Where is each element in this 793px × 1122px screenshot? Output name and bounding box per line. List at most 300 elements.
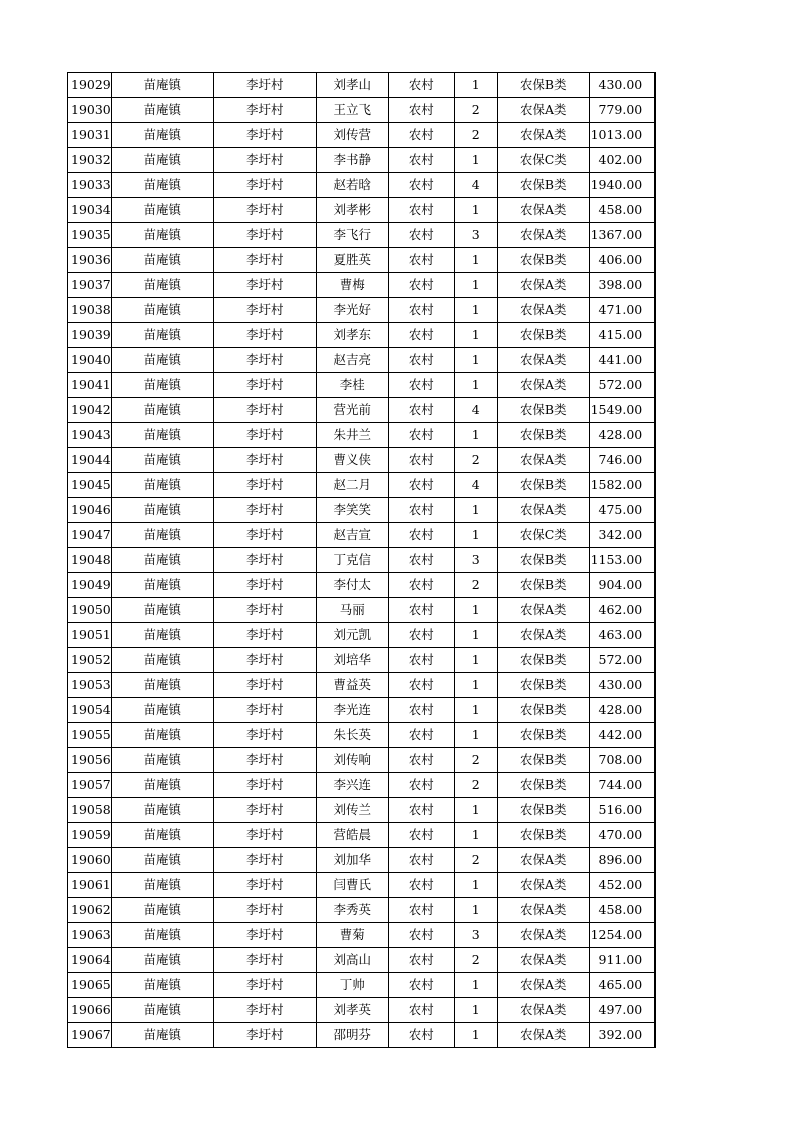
household-count-cell: 1 — [454, 148, 497, 173]
town-cell: 苗庵镇 — [111, 323, 213, 348]
area-type-cell: 农村 — [388, 748, 454, 773]
insurance-category-cell: 农保B类 — [497, 548, 589, 573]
insurance-category-cell: 农保C类 — [497, 148, 589, 173]
name-cell: 曹义侠 — [316, 448, 388, 473]
name-cell: 曹益英 — [316, 673, 388, 698]
insurance-category-cell: 农保B类 — [497, 473, 589, 498]
records-table — [67, 72, 656, 1048]
village-cell: 李圩村 — [213, 823, 316, 848]
village-cell: 李圩村 — [213, 273, 316, 298]
area-type-cell: 农村 — [388, 848, 454, 873]
name-cell: 李笑笑 — [316, 498, 388, 523]
area-type-cell: 农村 — [388, 348, 454, 373]
area-type-cell: 农村 — [388, 873, 454, 898]
amount-cell: 516.00 — [589, 798, 655, 823]
name-cell: 刘培华 — [316, 648, 388, 673]
area-type-cell: 农村 — [388, 98, 454, 123]
record-id-cell: 19066 — [68, 998, 112, 1023]
table-row — [68, 148, 656, 173]
household-count-cell: 1 — [454, 673, 497, 698]
village-cell: 李圩村 — [213, 923, 316, 948]
town-cell: 苗庵镇 — [111, 523, 213, 548]
amount-cell: 415.00 — [589, 323, 655, 348]
amount-cell: 497.00 — [589, 998, 655, 1023]
town-cell: 苗庵镇 — [111, 223, 213, 248]
amount-cell: 1013.00 — [589, 123, 655, 148]
village-cell: 李圩村 — [213, 698, 316, 723]
name-cell: 朱长英 — [316, 723, 388, 748]
name-cell: 营光前 — [316, 398, 388, 423]
area-type-cell: 农村 — [388, 273, 454, 298]
household-count-cell: 1 — [454, 1023, 497, 1048]
village-cell: 李圩村 — [213, 723, 316, 748]
area-type-cell: 农村 — [388, 823, 454, 848]
village-cell: 李圩村 — [213, 323, 316, 348]
table-row — [68, 923, 656, 948]
household-count-cell: 1 — [454, 323, 497, 348]
name-cell: 王立飞 — [316, 98, 388, 123]
insurance-category-cell: 农保B类 — [497, 823, 589, 848]
amount-cell: 430.00 — [589, 73, 655, 98]
table-row — [68, 348, 656, 373]
table-row — [68, 73, 656, 98]
name-cell: 李付太 — [316, 573, 388, 598]
record-id-cell: 19063 — [68, 923, 112, 948]
household-count-cell: 1 — [454, 198, 497, 223]
amount-cell: 896.00 — [589, 848, 655, 873]
record-id-cell: 19057 — [68, 773, 112, 798]
town-cell: 苗庵镇 — [111, 923, 213, 948]
town-cell: 苗庵镇 — [111, 198, 213, 223]
table-row — [68, 398, 656, 423]
name-cell: 刘加华 — [316, 848, 388, 873]
amount-cell: 744.00 — [589, 773, 655, 798]
area-type-cell: 农村 — [388, 73, 454, 98]
household-count-cell: 1 — [454, 623, 497, 648]
name-cell: 李桂 — [316, 373, 388, 398]
insurance-category-cell: 农保A类 — [497, 998, 589, 1023]
table-row — [68, 948, 656, 973]
record-id-cell: 19037 — [68, 273, 112, 298]
name-cell: 刘元凯 — [316, 623, 388, 648]
town-cell: 苗庵镇 — [111, 948, 213, 973]
table-row — [68, 698, 656, 723]
record-id-cell: 19029 — [68, 73, 112, 98]
village-cell: 李圩村 — [213, 1023, 316, 1048]
household-count-cell: 4 — [454, 173, 497, 198]
name-cell: 李光好 — [316, 298, 388, 323]
name-cell: 赵二月 — [316, 473, 388, 498]
town-cell: 苗庵镇 — [111, 798, 213, 823]
household-count-cell: 1 — [454, 998, 497, 1023]
amount-cell: 458.00 — [589, 898, 655, 923]
village-cell: 李圩村 — [213, 348, 316, 373]
household-count-cell: 1 — [454, 523, 497, 548]
name-cell: 营皓晨 — [316, 823, 388, 848]
area-type-cell: 农村 — [388, 698, 454, 723]
table-row — [68, 848, 656, 873]
household-count-cell: 2 — [454, 98, 497, 123]
record-id-cell: 19060 — [68, 848, 112, 873]
area-type-cell: 农村 — [388, 973, 454, 998]
village-cell: 李圩村 — [213, 73, 316, 98]
household-count-cell: 3 — [454, 548, 497, 573]
village-cell: 李圩村 — [213, 848, 316, 873]
record-id-cell: 19036 — [68, 248, 112, 273]
record-id-cell: 19067 — [68, 1023, 112, 1048]
area-type-cell: 农村 — [388, 223, 454, 248]
record-id-cell: 19056 — [68, 748, 112, 773]
record-id-cell: 19049 — [68, 573, 112, 598]
name-cell: 丁克信 — [316, 548, 388, 573]
village-cell: 李圩村 — [213, 623, 316, 648]
amount-cell: 398.00 — [589, 273, 655, 298]
town-cell: 苗庵镇 — [111, 873, 213, 898]
village-cell: 李圩村 — [213, 573, 316, 598]
town-cell: 苗庵镇 — [111, 1023, 213, 1048]
household-count-cell: 2 — [454, 773, 497, 798]
record-id-cell: 19033 — [68, 173, 112, 198]
village-cell: 李圩村 — [213, 498, 316, 523]
table-row — [68, 373, 656, 398]
records-table-body — [68, 73, 656, 1048]
area-type-cell: 农村 — [388, 623, 454, 648]
insurance-category-cell: 农保A类 — [497, 1023, 589, 1048]
area-type-cell: 农村 — [388, 648, 454, 673]
area-type-cell: 农村 — [388, 898, 454, 923]
village-cell: 李圩村 — [213, 473, 316, 498]
town-cell: 苗庵镇 — [111, 998, 213, 1023]
table-row — [68, 123, 656, 148]
insurance-category-cell: 农保A类 — [497, 948, 589, 973]
town-cell: 苗庵镇 — [111, 73, 213, 98]
amount-cell: 1549.00 — [589, 398, 655, 423]
insurance-category-cell: 农保B类 — [497, 573, 589, 598]
village-cell: 李圩村 — [213, 148, 316, 173]
table-row — [68, 248, 656, 273]
household-count-cell: 1 — [454, 898, 497, 923]
name-cell: 曹菊 — [316, 923, 388, 948]
record-id-cell: 19034 — [68, 198, 112, 223]
area-type-cell: 农村 — [388, 548, 454, 573]
village-cell: 李圩村 — [213, 448, 316, 473]
village-cell: 李圩村 — [213, 673, 316, 698]
household-count-cell: 1 — [454, 248, 497, 273]
village-cell: 李圩村 — [213, 173, 316, 198]
town-cell: 苗庵镇 — [111, 748, 213, 773]
town-cell: 苗庵镇 — [111, 598, 213, 623]
insurance-category-cell: 农保A类 — [497, 273, 589, 298]
record-id-cell: 19044 — [68, 448, 112, 473]
amount-cell: 911.00 — [589, 948, 655, 973]
village-cell: 李圩村 — [213, 98, 316, 123]
record-id-cell: 19058 — [68, 798, 112, 823]
area-type-cell: 农村 — [388, 598, 454, 623]
record-id-cell: 19040 — [68, 348, 112, 373]
town-cell: 苗庵镇 — [111, 423, 213, 448]
amount-cell: 1940.00 — [589, 173, 655, 198]
village-cell: 李圩村 — [213, 973, 316, 998]
town-cell: 苗庵镇 — [111, 273, 213, 298]
household-count-cell: 1 — [454, 648, 497, 673]
area-type-cell: 农村 — [388, 1023, 454, 1048]
table-row — [68, 823, 656, 848]
area-type-cell: 农村 — [388, 248, 454, 273]
record-id-cell: 19031 — [68, 123, 112, 148]
household-count-cell: 1 — [454, 598, 497, 623]
table-row — [68, 173, 656, 198]
record-id-cell: 19030 — [68, 98, 112, 123]
area-type-cell: 农村 — [388, 498, 454, 523]
record-id-cell: 19042 — [68, 398, 112, 423]
table-row — [68, 198, 656, 223]
village-cell: 李圩村 — [213, 548, 316, 573]
town-cell: 苗庵镇 — [111, 823, 213, 848]
insurance-category-cell: 农保A类 — [497, 348, 589, 373]
amount-cell: 471.00 — [589, 298, 655, 323]
insurance-category-cell: 农保A类 — [497, 498, 589, 523]
village-cell: 李圩村 — [213, 748, 316, 773]
insurance-category-cell: 农保A类 — [497, 923, 589, 948]
town-cell: 苗庵镇 — [111, 173, 213, 198]
table-row — [68, 298, 656, 323]
record-id-cell: 19038 — [68, 298, 112, 323]
name-cell: 丁帅 — [316, 973, 388, 998]
insurance-category-cell: 农保B类 — [497, 773, 589, 798]
name-cell: 李书静 — [316, 148, 388, 173]
area-type-cell: 农村 — [388, 998, 454, 1023]
household-count-cell: 2 — [454, 448, 497, 473]
town-cell: 苗庵镇 — [111, 573, 213, 598]
name-cell: 刘传兰 — [316, 798, 388, 823]
insurance-category-cell: 农保B类 — [497, 723, 589, 748]
name-cell: 夏胜英 — [316, 248, 388, 273]
town-cell: 苗庵镇 — [111, 623, 213, 648]
name-cell: 朱井兰 — [316, 423, 388, 448]
name-cell: 曹梅 — [316, 273, 388, 298]
name-cell: 李飞行 — [316, 223, 388, 248]
area-type-cell: 农村 — [388, 398, 454, 423]
town-cell: 苗庵镇 — [111, 298, 213, 323]
village-cell: 李圩村 — [213, 898, 316, 923]
household-count-cell: 2 — [454, 573, 497, 598]
town-cell: 苗庵镇 — [111, 98, 213, 123]
name-cell: 邵明芬 — [316, 1023, 388, 1048]
table-row — [68, 723, 656, 748]
area-type-cell: 农村 — [388, 198, 454, 223]
area-type-cell: 农村 — [388, 798, 454, 823]
insurance-category-cell: 农保B类 — [497, 748, 589, 773]
table-row — [68, 98, 656, 123]
village-cell: 李圩村 — [213, 223, 316, 248]
table-row — [68, 573, 656, 598]
insurance-category-cell: 农保B类 — [497, 423, 589, 448]
name-cell: 刘高山 — [316, 948, 388, 973]
insurance-category-cell: 农保A类 — [497, 873, 589, 898]
household-count-cell: 1 — [454, 298, 497, 323]
town-cell: 苗庵镇 — [111, 898, 213, 923]
town-cell: 苗庵镇 — [111, 973, 213, 998]
insurance-category-cell: 农保A类 — [497, 898, 589, 923]
name-cell: 刘传营 — [316, 123, 388, 148]
table-row — [68, 473, 656, 498]
record-id-cell: 19055 — [68, 723, 112, 748]
amount-cell: 428.00 — [589, 698, 655, 723]
insurance-category-cell: 农保B类 — [497, 698, 589, 723]
amount-cell: 1254.00 — [589, 923, 655, 948]
area-type-cell: 农村 — [388, 173, 454, 198]
table-row — [68, 798, 656, 823]
record-id-cell: 19048 — [68, 548, 112, 573]
household-count-cell: 1 — [454, 698, 497, 723]
record-id-cell: 19035 — [68, 223, 112, 248]
table-row — [68, 1023, 656, 1048]
name-cell: 刘孝山 — [316, 73, 388, 98]
name-cell: 刘孝英 — [316, 998, 388, 1023]
table-row — [68, 523, 656, 548]
insurance-category-cell: 农保A类 — [497, 123, 589, 148]
insurance-category-cell: 农保B类 — [497, 73, 589, 98]
amount-cell: 475.00 — [589, 498, 655, 523]
name-cell: 李光连 — [316, 698, 388, 723]
household-count-cell: 1 — [454, 348, 497, 373]
table-row — [68, 498, 656, 523]
table-row — [68, 423, 656, 448]
table-row — [68, 873, 656, 898]
amount-cell: 904.00 — [589, 573, 655, 598]
town-cell: 苗庵镇 — [111, 773, 213, 798]
amount-cell: 1153.00 — [589, 548, 655, 573]
town-cell: 苗庵镇 — [111, 398, 213, 423]
insurance-category-cell: 农保B类 — [497, 173, 589, 198]
area-type-cell: 农村 — [388, 373, 454, 398]
record-id-cell: 19047 — [68, 523, 112, 548]
amount-cell: 441.00 — [589, 348, 655, 373]
name-cell: 李秀英 — [316, 898, 388, 923]
name-cell: 赵若晗 — [316, 173, 388, 198]
table-row — [68, 223, 656, 248]
area-type-cell: 农村 — [388, 323, 454, 348]
insurance-category-cell: 农保A类 — [497, 448, 589, 473]
town-cell: 苗庵镇 — [111, 673, 213, 698]
town-cell: 苗庵镇 — [111, 848, 213, 873]
village-cell: 李圩村 — [213, 948, 316, 973]
record-id-cell: 19043 — [68, 423, 112, 448]
insurance-category-cell: 农保B类 — [497, 248, 589, 273]
town-cell: 苗庵镇 — [111, 123, 213, 148]
area-type-cell: 农村 — [388, 123, 454, 148]
area-type-cell: 农村 — [388, 923, 454, 948]
amount-cell: 572.00 — [589, 648, 655, 673]
village-cell: 李圩村 — [213, 523, 316, 548]
record-id-cell: 19032 — [68, 148, 112, 173]
amount-cell: 428.00 — [589, 423, 655, 448]
household-count-cell: 4 — [454, 473, 497, 498]
table-row — [68, 673, 656, 698]
insurance-category-cell: 农保B类 — [497, 648, 589, 673]
insurance-category-cell: 农保B类 — [497, 673, 589, 698]
record-id-cell: 19050 — [68, 598, 112, 623]
household-count-cell: 1 — [454, 823, 497, 848]
name-cell: 赵吉宣 — [316, 523, 388, 548]
area-type-cell: 农村 — [388, 948, 454, 973]
amount-cell: 1367.00 — [589, 223, 655, 248]
insurance-category-cell: 农保A类 — [497, 848, 589, 873]
table-row — [68, 648, 656, 673]
insurance-category-cell: 农保A类 — [497, 623, 589, 648]
insurance-category-cell: 农保B类 — [497, 398, 589, 423]
household-count-cell: 1 — [454, 973, 497, 998]
amount-cell: 708.00 — [589, 748, 655, 773]
insurance-category-cell: 农保B类 — [497, 323, 589, 348]
name-cell: 马丽 — [316, 598, 388, 623]
amount-cell: 746.00 — [589, 448, 655, 473]
village-cell: 李圩村 — [213, 423, 316, 448]
area-type-cell: 农村 — [388, 423, 454, 448]
village-cell: 李圩村 — [213, 198, 316, 223]
amount-cell: 572.00 — [589, 373, 655, 398]
insurance-category-cell: 农保A类 — [497, 973, 589, 998]
area-type-cell: 农村 — [388, 573, 454, 598]
amount-cell: 779.00 — [589, 98, 655, 123]
insurance-category-cell: 农保A类 — [497, 598, 589, 623]
village-cell: 李圩村 — [213, 773, 316, 798]
town-cell: 苗庵镇 — [111, 648, 213, 673]
village-cell: 李圩村 — [213, 248, 316, 273]
amount-cell: 458.00 — [589, 198, 655, 223]
area-type-cell: 农村 — [388, 773, 454, 798]
amount-cell: 470.00 — [589, 823, 655, 848]
insurance-category-cell: 农保B类 — [497, 798, 589, 823]
household-count-cell: 1 — [454, 723, 497, 748]
table-row — [68, 973, 656, 998]
name-cell: 赵吉亮 — [316, 348, 388, 373]
household-count-cell: 3 — [454, 223, 497, 248]
record-id-cell: 19064 — [68, 948, 112, 973]
insurance-category-cell: 农保A类 — [497, 223, 589, 248]
village-cell: 李圩村 — [213, 873, 316, 898]
household-count-cell: 2 — [454, 748, 497, 773]
name-cell: 刘传响 — [316, 748, 388, 773]
amount-cell: 430.00 — [589, 673, 655, 698]
village-cell: 李圩村 — [213, 598, 316, 623]
data-sheet — [67, 72, 656, 1048]
record-id-cell: 19051 — [68, 623, 112, 648]
town-cell: 苗庵镇 — [111, 548, 213, 573]
town-cell: 苗庵镇 — [111, 698, 213, 723]
village-cell: 李圩村 — [213, 398, 316, 423]
area-type-cell: 农村 — [388, 298, 454, 323]
household-count-cell: 2 — [454, 848, 497, 873]
insurance-category-cell: 农保A类 — [497, 98, 589, 123]
household-count-cell: 4 — [454, 398, 497, 423]
household-count-cell: 1 — [454, 423, 497, 448]
record-id-cell: 19039 — [68, 323, 112, 348]
amount-cell: 342.00 — [589, 523, 655, 548]
amount-cell: 462.00 — [589, 598, 655, 623]
area-type-cell: 农村 — [388, 673, 454, 698]
household-count-cell: 1 — [454, 498, 497, 523]
village-cell: 李圩村 — [213, 648, 316, 673]
table-row — [68, 598, 656, 623]
village-cell: 李圩村 — [213, 373, 316, 398]
amount-cell: 442.00 — [589, 723, 655, 748]
table-row — [68, 273, 656, 298]
name-cell: 刘孝东 — [316, 323, 388, 348]
town-cell: 苗庵镇 — [111, 148, 213, 173]
amount-cell: 402.00 — [589, 148, 655, 173]
record-id-cell: 19053 — [68, 673, 112, 698]
